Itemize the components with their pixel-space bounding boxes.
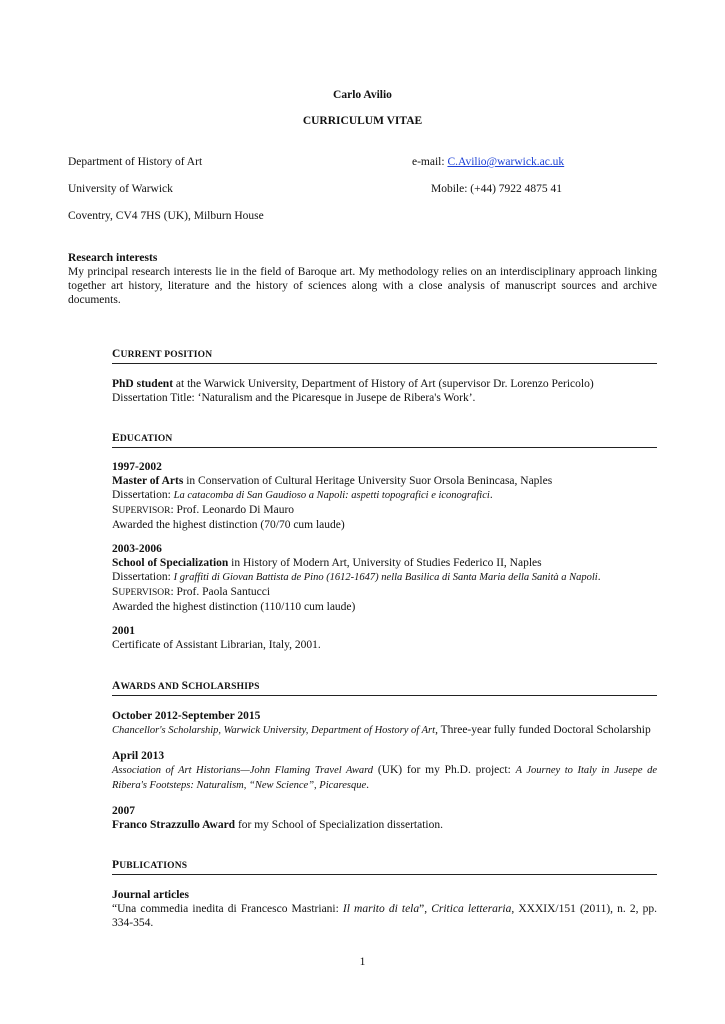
award-text: Franco Strazzullo Award for my School of Specialization dissertation.	[112, 819, 443, 831]
address: Coventry, CV4 7HS (UK), Milburn House	[68, 210, 264, 222]
document-title: CURRICULUM VITAE	[302, 115, 423, 127]
edu-supervisor: SUPERVISOR: Prof. Leonardo Di Mauro	[112, 504, 295, 516]
award-entry	[112, 709, 657, 738]
edu-award: Awarded the highest distinction (70/70 cum laude)	[112, 519, 345, 531]
award-text: Chancellor's Scholarship, Warwick University, Department of Hostory of Art, Three-year fully funded Doctoral Scholarship	[112, 724, 651, 736]
edu-award: Awarded the highest distinction (110/110 cum laude)	[112, 601, 356, 613]
university: University of Warwick	[68, 183, 173, 195]
award-entry	[112, 749, 657, 793]
email-line	[412, 155, 564, 169]
education-certificate	[112, 624, 657, 652]
awards-heading: AWARDS AND SCHOLARSHIPS	[112, 679, 657, 696]
edu-supervisor: SUPERVISOR: Prof. Paola Santucci	[112, 586, 271, 598]
edu-degree: Master of Arts in Conservation of Cultural Heritage University Suor Orsola Benincasa, Naples	[112, 475, 553, 487]
current-dissertation: Dissertation Title: ‘Naturalism and the Picaresque in Jusepe de Ribera's Work’.	[112, 392, 476, 404]
publications-subheading: Journal articles	[112, 889, 189, 901]
education-heading: EDUCATION	[112, 431, 657, 448]
award-text: Association of Art Historians—John Flaming Travel Award (UK) for my Ph.D. project: A Journey to Italy in Jusepe de Ribera's Footsteps: Naturalism, “New Science”, Picaresque.	[112, 764, 657, 791]
award-date: 2007	[112, 805, 135, 817]
email-label: e-mail:	[412, 156, 448, 168]
award-entry	[112, 804, 657, 832]
edu-years: 1997-2002	[112, 461, 162, 473]
cert-text: Certificate of Assistant Librarian, Italy, 2001.	[112, 639, 321, 651]
edu-degree: School of Specialization in History of Modern Art, University of Studies Federico II, Naples	[112, 557, 542, 569]
edu-dissertation: Dissertation: I graffiti di Giovan Battista de Pino (1612-1647) nella Basilica di Santa Maria della Sanità a Napoli.	[112, 571, 601, 583]
research-text: My principal research interests lie in the field of Baroque art. My methodology relies on an interdisciplinary approach linking together art history, literature and the history of sciences along with a close analysis of manuscript sources and archive documents.	[68, 266, 657, 306]
page-number: 1	[359, 956, 366, 968]
research-heading: Research interests	[68, 252, 158, 264]
publications-heading: PUBLICATIONS	[112, 858, 657, 875]
current-role: PhD student at the Warwick University, Department of History of Art (supervisor Dr. Lorenzo Pericolo)	[112, 378, 594, 390]
award-date: October 2012-September 2015	[112, 710, 261, 722]
education-entry	[112, 460, 657, 532]
education-entry	[112, 542, 657, 614]
cert-year: 2001	[112, 625, 135, 637]
current-position-heading: CURRENT POSITION	[112, 347, 657, 364]
edu-years: 2003-2006	[112, 543, 162, 555]
edu-dissertation: Dissertation: La catacomba di San Gaudioso a Napoli: aspetti topografici e iconografici.	[112, 489, 493, 501]
author-name: Carlo Avilio	[333, 89, 392, 101]
publications-entry	[112, 888, 657, 930]
mobile: Mobile: (+44) 7922 4875 41	[431, 183, 563, 195]
email-link[interactable]: C.Avilio@warwick.ac.uk	[447, 156, 565, 168]
department: Department of History of Art	[68, 156, 203, 168]
publication-item: “Una commedia inedita di Francesco Mastriani: Il marito di tela”, Critica letteraria, XXXIX/151 (2011), n. 2, pp. 334-354.	[112, 903, 657, 929]
award-date: April 2013	[112, 750, 165, 762]
